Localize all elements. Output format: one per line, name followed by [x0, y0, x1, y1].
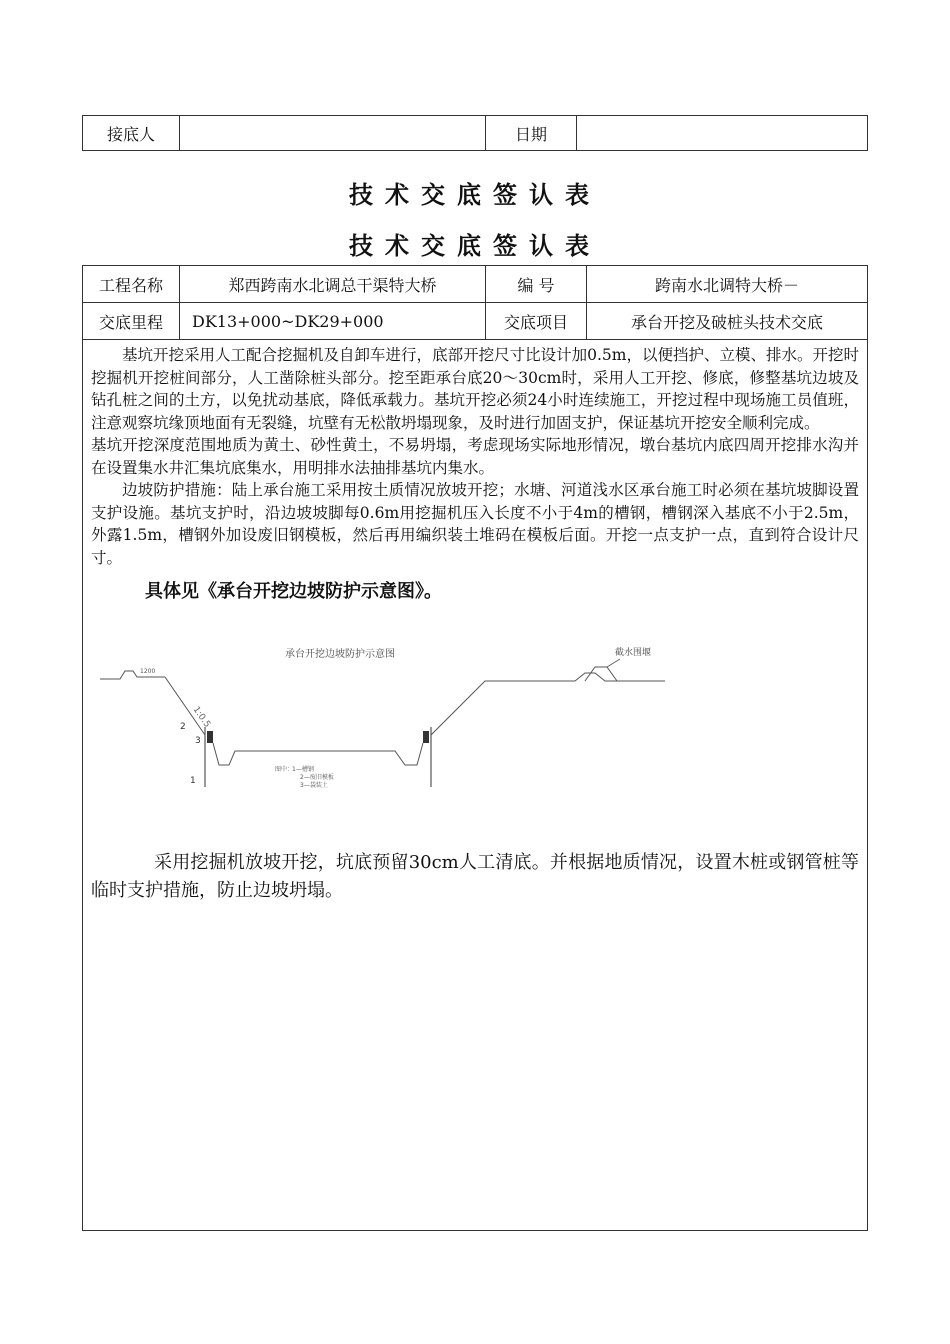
right-soil-bag [423, 731, 429, 743]
paragraph-excavation: 基坑开挖采用人工配合挖掘机及自卸车进行，底部开挖尺寸比设计加0.5m，以便挡护、立模、排水。开挖时挖掘机开挖桩间部分，人工凿除桩头部分。挖至距承台底20～30cm时，采用人工开挖、修底，修整基坑边坡及钻孔桩之间的土方，以免扰动基底，降低承载力。基坑开挖必须24小时连续施工，开挖过程中现场施工员值班，注意观察坑缘顶地面有无裂缝，坑壁有无松散坍塌现象，及时进行加固支护，保证基坑开挖安全顺利完成。 [91, 346, 859, 432]
receiver-value[interactable] [180, 116, 486, 151]
mileage-label: 交底里程 [83, 303, 180, 340]
body-text [91, 344, 859, 569]
content-cell [83, 340, 868, 1231]
paragraph-slope-protection: 边坡防护措施：陆上承台施工采用按土质情况放坡开挖；水塘、河道浅水区承台施工时必须在基坑坡脚设置支护设施。基坑支护时，沿边坡坡脚每0.6m用挖掘机压入长度不小于4m的槽钢，槽钢深入基底不小于2.5m，外露1.5m，槽钢外加设废旧钢模板，然后再用编织装土堆码在模板后面。开挖一点支护一点，直到符合设计尺寸。 [91, 481, 859, 567]
diagram-reference: 具体见《承台开挖边坡防护示意图》。 [145, 581, 442, 602]
receiver-table [82, 115, 868, 151]
legend-item-2: 2—废旧模板 [300, 774, 334, 781]
legend-item-1: 1—槽钢 [292, 766, 314, 773]
date-label: 日期 [486, 116, 577, 151]
form-title: 技术交底签认表 [349, 180, 601, 209]
marker-3: 3 [195, 736, 201, 746]
pit-bottom [213, 743, 423, 765]
left-soil-bag [207, 731, 213, 743]
date-value[interactable] [577, 116, 868, 151]
slope-protection-diagram [95, 647, 675, 807]
form-title-repeat: 技术交底签认表 [349, 231, 601, 260]
diagram-title: 承台开挖边坡防护示意图 [285, 649, 395, 660]
item-label: 交底项目 [486, 303, 587, 340]
cofferdam-label: 截水围堰 [615, 648, 652, 658]
item-value: 承台开挖及破桩头技术交底 [587, 303, 868, 340]
top-dimension: 1200 [140, 668, 156, 675]
right-slope [431, 673, 665, 757]
cofferdam [585, 667, 617, 681]
paragraph-drainage: 基坑开挖深度范围地质为黄土、砂性黄土，不易坍塌，考虑现场实际地形情况，墩台基坑内底四周开挖排水沟并在设置集水井汇集坑底集水，用明排水法抽排基坑内集水。 [91, 436, 859, 477]
disclosure-table [82, 265, 868, 1231]
legend-item-3: 3—袋装土 [300, 782, 328, 789]
marker-2: 2 [180, 722, 186, 732]
final-paragraph: 采用挖掘机放坡开挖，坑底预留30cm人工清底。并根据地质情况，设置木桩或钢管桩等临时支护措施，防止边坡坍塌。 [91, 852, 859, 901]
project-label: 工程名称 [83, 266, 180, 303]
cofferdam-leader [607, 659, 620, 667]
slope-ratio: 1:0.5 [190, 704, 212, 730]
project-value: 郑西跨南水北调总干渠特大桥 [180, 266, 486, 303]
mileage-value: DK13+000~DK29+000 [180, 303, 486, 340]
marker-1: 1 [190, 776, 196, 786]
number-label: 编 号 [486, 266, 587, 303]
receiver-label: 接底人 [83, 116, 180, 151]
legend-title: 图中： [275, 766, 294, 773]
number-value: 跨南水北调特大桥－ [587, 266, 868, 303]
